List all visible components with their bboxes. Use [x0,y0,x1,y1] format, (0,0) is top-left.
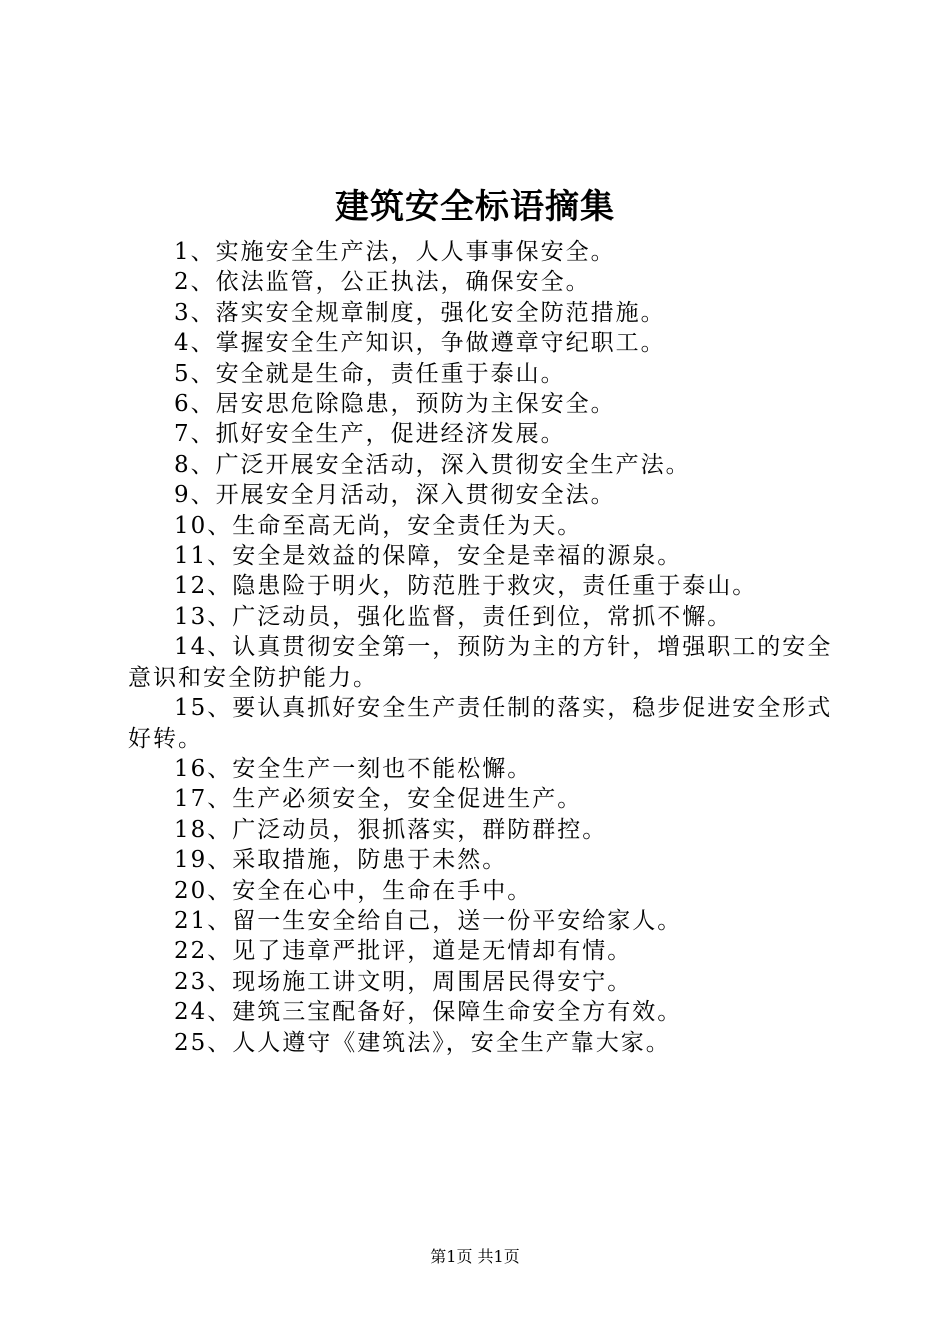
list-item: 4、掌握安全生产知识，争做遵章守纪职工。 [174,330,666,357]
document-title: 建筑安全标语摘集 [335,187,615,227]
list-item: 16、安全生产一刻也不能松懈。 [174,755,533,782]
slogan-list [128,237,833,1058]
list-item: 25、人人遵守《建筑法》，安全生产靠大家。 [174,1029,671,1056]
list-item: 21、留一生安全给自己，送一份平安给家人。 [174,907,683,934]
list-item: 6、居安思危除隐患，预防为主保安全。 [174,391,616,418]
list-item: 24、建筑三宝配备好，保障生命安全方有效。 [174,999,683,1026]
list-item: 2、依法监管，公正执法，确保安全。 [174,269,591,296]
list-item: 1、实施安全生产法，人人事事保安全。 [174,239,616,265]
list-item: 11、安全是效益的保障，安全是幸福的源泉。 [174,543,683,570]
list-item: 14、认真贯彻安全第一，预防为主的方针，增强职工的安全意识和安全防护能力。 [128,634,833,691]
list-item: 17、生产必须安全，安全促进生产。 [174,786,583,813]
list-item: 7、抓好安全生产，促进经济发展。 [174,421,566,448]
list-item: 18、广泛动员，狠抓落实，群防群控。 [174,816,608,843]
list-item: 10、生命至高无尚，安全责任为天。 [174,512,583,539]
list-item: 22、见了违章严批评，道是无情却有情。 [174,938,633,965]
list-item: 9、开展安全月活动，深入贯彻安全法。 [174,482,616,509]
list-item: 20、安全在心中，生命在手中。 [174,877,533,904]
list-item: 8、广泛开展安全活动，深入贯彻安全生产法。 [174,451,691,478]
page-number-footer: 第1页 共1页 [430,1247,520,1266]
list-item: 3、落实安全规章制度，强化安全防范措施。 [174,299,666,326]
list-item: 5、安全就是生命，责任重于泰山。 [174,360,566,387]
list-item: 15、要认真抓好安全生产责任制的落实，稳步促进安全形式好转。 [128,695,833,752]
list-item: 13、广泛动员，强化监督，责任到位，常抓不懈。 [174,603,733,630]
list-item: 12、隐患险于明火，防范胜于救灾，责任重于泰山。 [174,573,758,600]
list-item: 23、现场施工讲文明，周围居民得安宁。 [174,968,633,995]
list-item: 19、采取措施，防患于未然。 [174,847,508,874]
